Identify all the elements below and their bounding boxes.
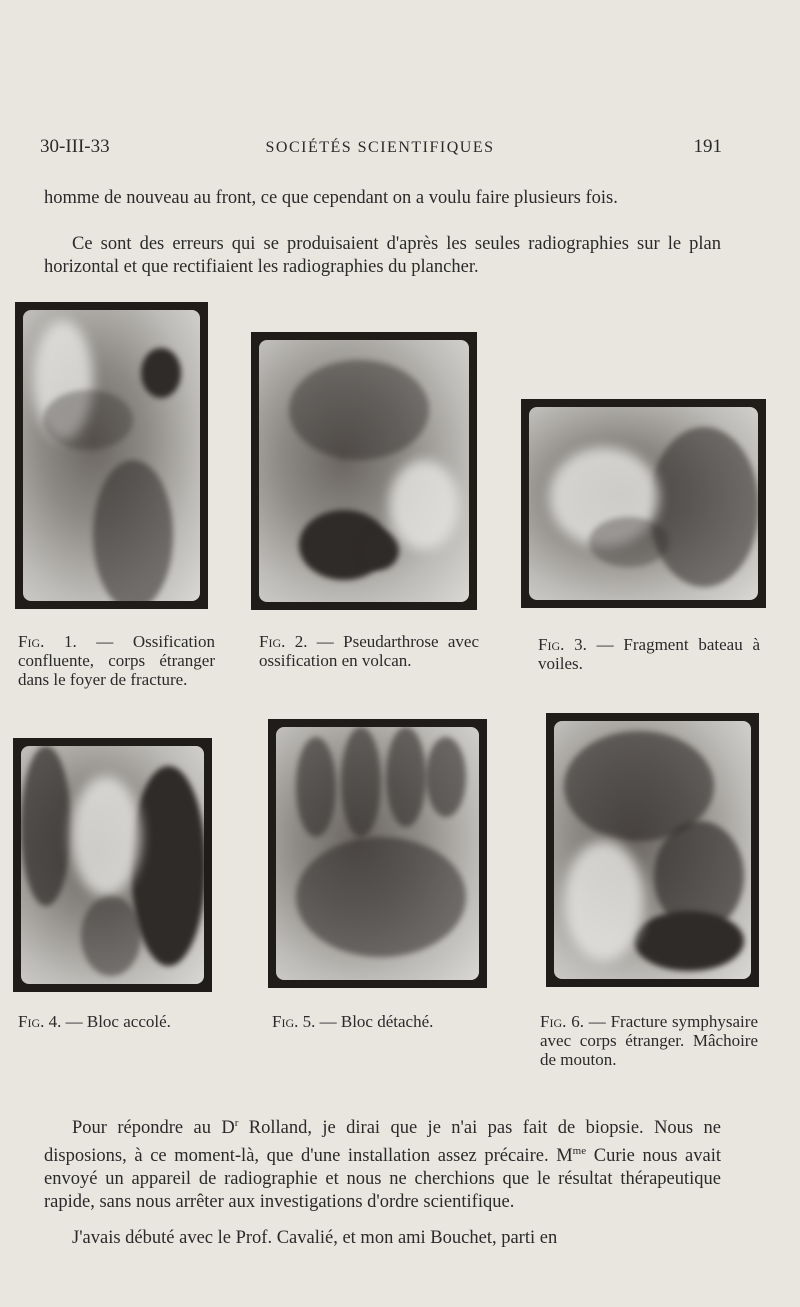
figure-6-label: Fig. 6. [540, 1012, 584, 1031]
figure-3-film [529, 407, 758, 600]
figure-2-text: — Pseudarthrose avec ossification en volcan. [259, 632, 479, 670]
figure-4-text: — Bloc accolé. [61, 1012, 171, 1031]
figure-2-radiograph [251, 332, 477, 610]
paragraph-continuation: homme de nouveau au front, ce que cependant on a voulu faire plusieurs fois. [44, 188, 618, 208]
running-header [30, 136, 730, 166]
header-date: 30-III-33 [40, 136, 110, 157]
figure-3-text: — Fragment bateau à voiles. [538, 635, 760, 673]
figure-5-text: — Bloc détaché. [315, 1012, 434, 1031]
figure-5-caption [272, 1012, 492, 1031]
figure-4-label: Fig. 4. [18, 1012, 62, 1031]
figure-6-radiograph [546, 713, 759, 987]
figure-3-caption [538, 635, 760, 673]
header-title: SOCIÉTÉS SCIENTIFIQUES [265, 139, 495, 156]
paragraph-errors: Ce sont des erreurs qui se produisaient d'après les seules radiographies sur le plan horizontal et que rectifiaient les radiographies du plancher. [44, 234, 721, 277]
paragraph-cavalie: J'avais débuté avec le Prof. Cavalié, et mon ami Bouchet, parti en [72, 1228, 558, 1248]
figure-4-caption [18, 1012, 218, 1031]
figure-5-film [276, 727, 479, 980]
figure-2-caption [259, 632, 479, 670]
figure-1-text: — Ossification confluente, corps étranger dans le foyer de fracture. [18, 632, 216, 689]
figure-6-film [554, 721, 751, 979]
figure-6-caption [540, 1012, 758, 1069]
figure-6-text: — Fracture symphysaire avec corps étranger. Mâchoire de mouton. [540, 1012, 758, 1069]
madame-superscript: me [572, 1145, 587, 1158]
figure-4-radiograph [13, 738, 212, 992]
figure-5-radiograph [268, 719, 487, 988]
response-part-1: Pour répondre au D [72, 1118, 235, 1139]
response-part-2: Rolland, je dirai que je n'ai pas fait de biopsie. Nous ne disposions, à ce moment-là, que d'une installation assez précaire. M [44, 1118, 721, 1167]
figure-3-label: Fig. 3. [538, 635, 587, 654]
figure-5-label: Fig. 5. [272, 1012, 316, 1031]
doctor-superscript: r [234, 1117, 239, 1129]
figure-1-film [23, 310, 200, 601]
figure-1-label: Fig. 1. [18, 632, 77, 651]
figure-4-film [21, 746, 204, 984]
paragraph-response [44, 1112, 721, 1214]
figure-1-caption [18, 632, 215, 689]
figure-3-radiograph [521, 399, 766, 608]
figure-2-label: Fig. 2. [259, 632, 308, 651]
figure-1-radiograph [15, 302, 208, 609]
figure-2-film [259, 340, 469, 602]
response-part-3: Curie nous avait envoyé un appareil de radiographie et nous ne cherchions que le résultat thérapeutique rapide, sans nous arrêter aux investigations d'ordre scientifique. [44, 1146, 721, 1213]
page-number: 191 [693, 136, 722, 157]
